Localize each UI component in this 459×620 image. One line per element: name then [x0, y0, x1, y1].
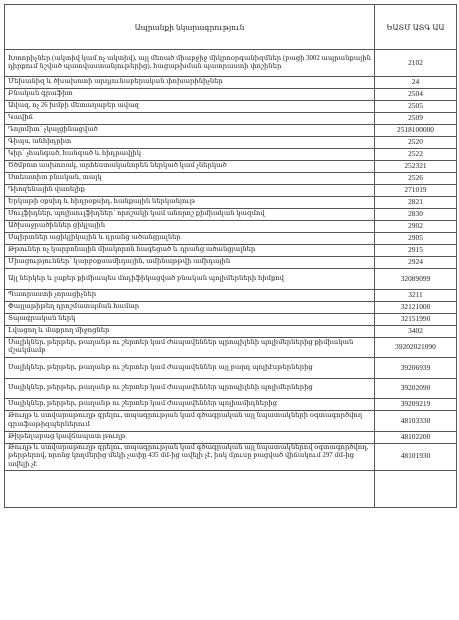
- row-description: Սպիրտներ ացիկլիկային և դրանց ածանցյալներ: [5, 233, 375, 245]
- row-description: Բնական գրաֆիտ: [5, 89, 375, 101]
- table-row: [5, 161, 457, 173]
- table-row: [5, 233, 457, 245]
- row-code: 3211: [375, 289, 457, 301]
- row-description: Մեխանիզ և ծխախոտի արդյունաբերական փոխարինիչներ: [5, 77, 375, 89]
- row-code: 2830: [375, 209, 457, 221]
- table-row: [5, 50, 457, 77]
- table-row: [5, 149, 457, 161]
- table-row: [5, 77, 457, 89]
- row-description: Խտորիչներ (ակտիվ կամ ոչ ակտիվ), այլ մեռած միաբջիջ միկրոօրգանիզմներ (բացի 3002 ապրանքային դիրքում նշված պատվաստանյութերից), հացաթխման պատրաստի փոշիներ: [5, 50, 375, 77]
- row-code: 271019: [375, 185, 457, 197]
- row-code: 32121000: [375, 301, 457, 313]
- row-code: 2520: [375, 137, 457, 149]
- row-description: Տպագրական ներկ: [5, 313, 375, 325]
- table-row: [5, 443, 457, 470]
- table-row: [5, 378, 457, 399]
- table-row: [5, 269, 457, 290]
- row-code: 2821: [375, 197, 457, 209]
- row-description: Միացություններ՝ կարբօքսամիդային, ամինաթթվի ամիդային: [5, 257, 375, 269]
- table-row: [5, 257, 457, 269]
- row-description: Լվացող և մաքրող միջոցներ: [5, 325, 375, 337]
- table-row: [5, 470, 457, 507]
- table-header-row: [5, 5, 457, 50]
- table-row: [5, 245, 457, 257]
- header-code: ԵԱՏՄ ԱՏԳ ԱԱ: [375, 5, 457, 50]
- row-code: 39202021090: [375, 337, 457, 358]
- row-code: 48102200: [375, 431, 457, 443]
- table-row: [5, 113, 457, 125]
- row-code: 2102: [375, 50, 457, 77]
- row-description: Պատրաստի չորացիչներ: [5, 289, 375, 301]
- row-description: Երկաթի օքսիդ և հիդրօքսիդ, հանքային ներկանյութ: [5, 197, 375, 209]
- row-code: 2924: [375, 257, 457, 269]
- table-row: [5, 313, 457, 325]
- row-description: Թթուներ ոչ կարբոնային միակորոն հագեցած և դրանց ածանցյալներ: [5, 245, 375, 257]
- table-row: [5, 125, 457, 137]
- row-description: [5, 470, 375, 507]
- row-description: Թուղթ և ստվարաթուղթ գրելու, տպագրության կամ գծագրական այլ նպատակների օգտագործվող գրաֆաթիզպերներում: [5, 411, 375, 432]
- row-description: Կիր՝ չհանգած, հանգած և հիդրավլիկ: [5, 149, 375, 161]
- row-code: 2518100000: [375, 125, 457, 137]
- row-description: Ավազ, ոչ 26 խմբի մետաղաբեր ավազ: [5, 101, 375, 113]
- row-description: Թուղթ և ստվարաթուղթ գրելու, տպագրության կամ գծագրական այլ նպատակներով օգտագործվող, թերթերով, որոնց կողմերից մեկի չափը 435 մմ-ից ավելի չէ, իսկ մյուսը բացված վիճակում 297 մմ-ից ավելի չէ: [5, 443, 375, 470]
- table-row: [5, 101, 457, 113]
- row-code: 39206939: [375, 358, 457, 379]
- row-code: 32151990: [375, 313, 457, 325]
- row-code: 2522: [375, 149, 457, 161]
- row-description: Սալիկներ, թերթեր, թաղանթ ու շերտեր կամ ժապավեններ այլ բարդ պոլիէսթերներից: [5, 358, 375, 379]
- table-body: [5, 50, 457, 508]
- table-row: [5, 411, 457, 432]
- row-description: Ծծմբոտ ասխոռակ, արհեստականորեն ներկած կամ չներկած: [5, 161, 375, 173]
- table-row: [5, 173, 457, 185]
- table-row: [5, 185, 457, 197]
- row-description: Ստեատիտ բնական, տալկ: [5, 173, 375, 185]
- row-description: Ածխաջրածիններ ցիկլային: [5, 221, 375, 233]
- row-code: 2505: [375, 101, 457, 113]
- table-row: [5, 358, 457, 379]
- table-row: [5, 431, 457, 443]
- goods-code-table: [4, 4, 457, 508]
- row-code: 39209219: [375, 399, 457, 411]
- table-row: [5, 301, 457, 313]
- row-description: Փայլաթիթեղ դրոշմատպման համար: [5, 301, 375, 313]
- row-code: 24: [375, 77, 457, 89]
- table-row: [5, 337, 457, 358]
- row-code: [375, 470, 457, 507]
- row-description: Դիոզենային վառելիք: [5, 185, 375, 197]
- row-code: 32089099: [375, 269, 457, 290]
- table-row: [5, 289, 457, 301]
- row-description: Գիպս, անհիդրիտ: [5, 137, 375, 149]
- row-code: 2905: [375, 233, 457, 245]
- row-description: Սալիկներ, թերթեր, թաղանթ ու շերտեր կամ ժապավեններ պրոպիլենի պոլիմերներից: [5, 378, 375, 399]
- row-code: 2526: [375, 173, 457, 185]
- row-code: 48101930: [375, 443, 457, 470]
- row-code: 39202090: [375, 378, 457, 399]
- table-row: [5, 197, 457, 209]
- row-description: Սուլֆիդներ, պոլիսուլֆիդներ՝ որոշակի կամ անորոշ քիմիական կազմով: [5, 209, 375, 221]
- row-description: Թիթեղաբաց կավճապատ թուղթ: [5, 431, 375, 443]
- row-code: 48103330: [375, 411, 457, 432]
- table-row: [5, 209, 457, 221]
- table-row: [5, 221, 457, 233]
- row-code: 2902: [375, 221, 457, 233]
- row-code: 2509: [375, 113, 457, 125]
- table-row: [5, 137, 457, 149]
- row-description: Կավիճ: [5, 113, 375, 125]
- row-code: 2915: [375, 245, 457, 257]
- row-code: 2504: [375, 89, 457, 101]
- row-description: Սալիկներ, թերթեր, թաղանթ ու շերտեր կամ ժապավեններ պրոպիլենի պոլիմերներից քիմիական մշակմամբ: [5, 337, 375, 358]
- table-row: [5, 399, 457, 411]
- header-description: Ապրանքի նկարագրություն: [5, 5, 375, 50]
- row-description: Սալիկներ, թերթեր, թաղանթ ու շերտեր կամ ժապավեններ պոլիամիդներից: [5, 399, 375, 411]
- row-code: 3402: [375, 325, 457, 337]
- row-description: Դոլոմիտ՝ չկալցինացված: [5, 125, 375, 137]
- table-row: [5, 89, 457, 101]
- table-row: [5, 325, 457, 337]
- row-description: Այլ ներկեր և լաքեր քիմիապես մոդիֆիկացված բնական պոլիմերների հիմքով: [5, 269, 375, 290]
- row-code: 252321: [375, 161, 457, 173]
